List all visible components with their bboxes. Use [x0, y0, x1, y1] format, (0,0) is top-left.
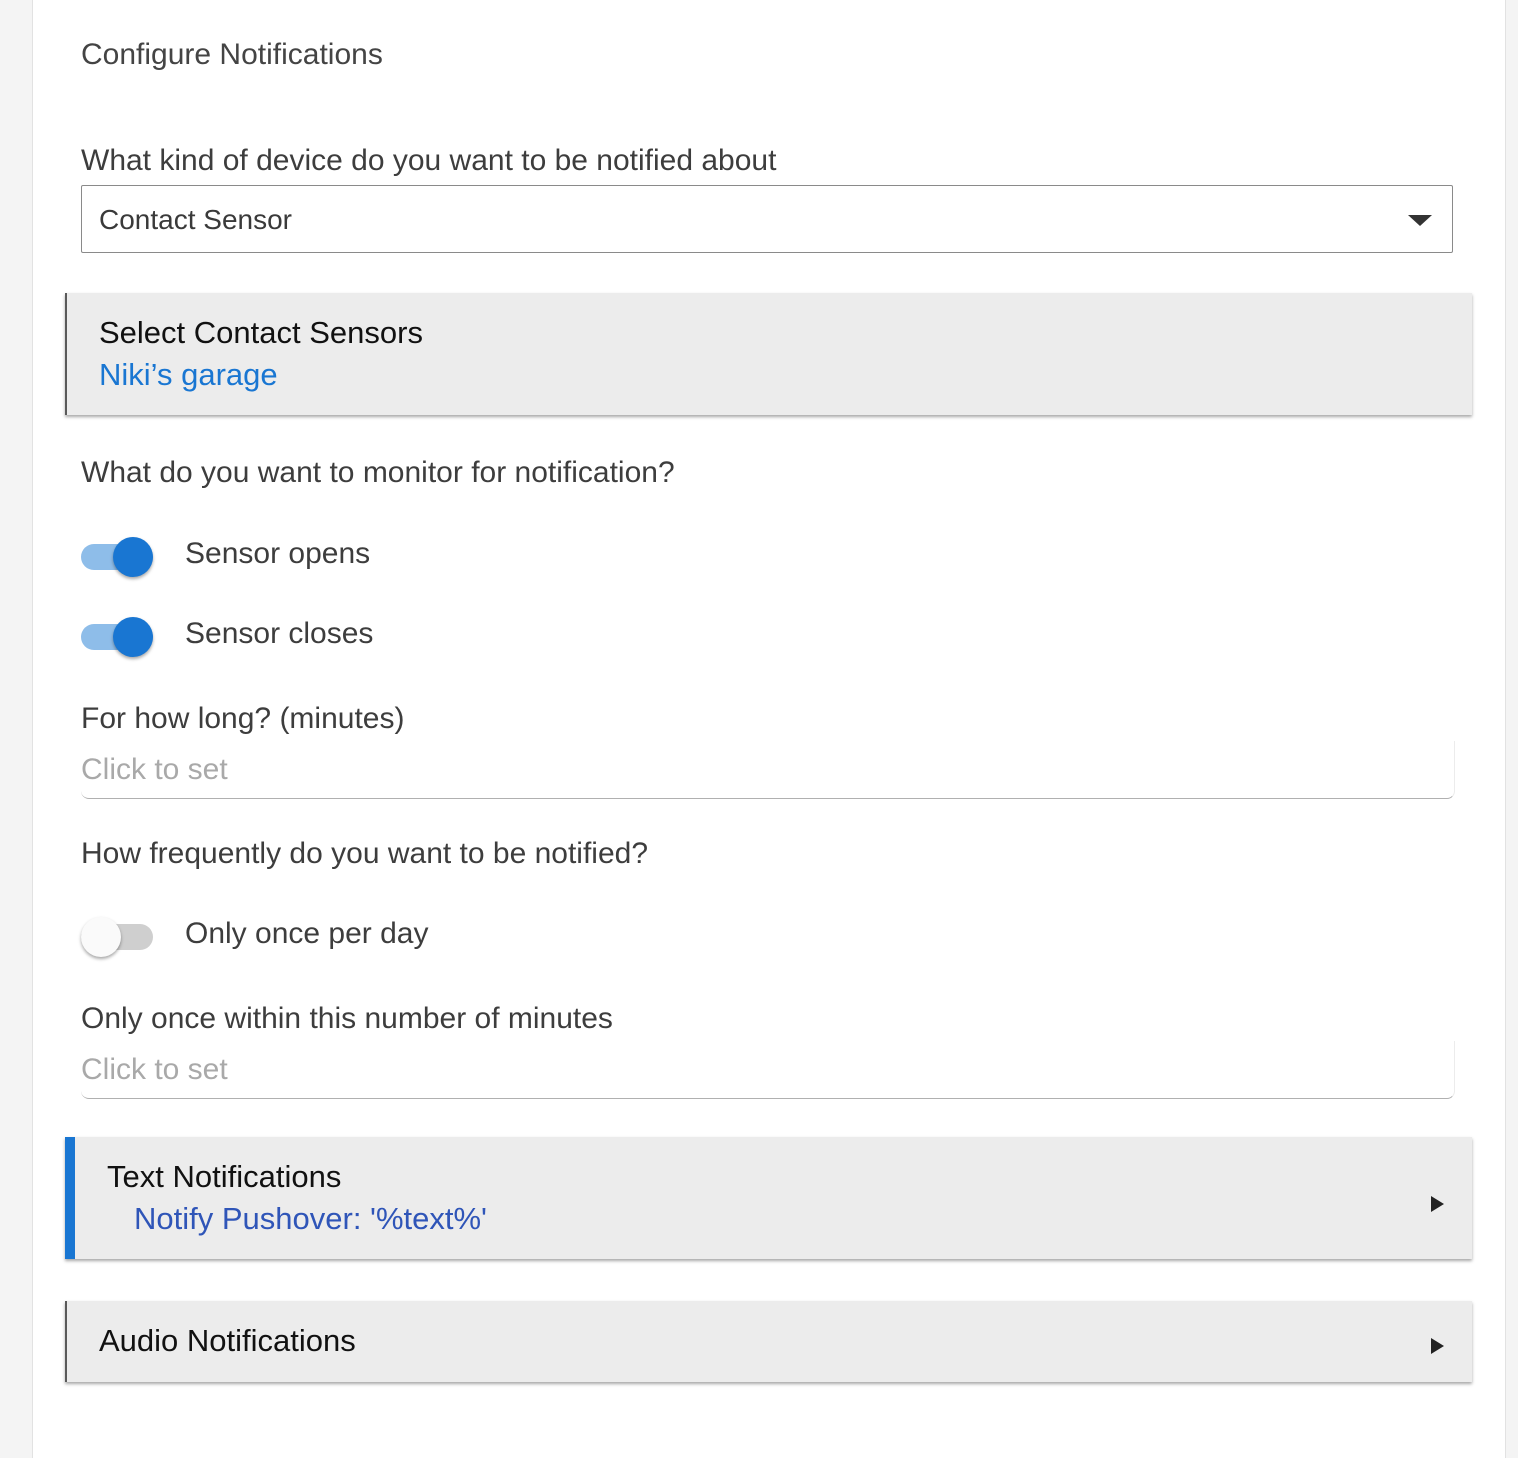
text-notifications-card[interactable]	[65, 1137, 1472, 1259]
frequency-label: How frequently do you want to be notified?	[81, 837, 649, 870]
text-notifications-title: Text Notifications	[107, 1159, 342, 1194]
chevron-down-icon	[1408, 215, 1432, 226]
select-sensors-card[interactable]	[65, 293, 1472, 415]
audio-notifications-title: Audio Notifications	[99, 1323, 356, 1358]
select-sensors-title: Select Contact Sensors	[99, 315, 423, 350]
selected-sensor-value: Niki’s garage	[99, 357, 278, 392]
toggle-knob	[113, 537, 153, 577]
text-notifications-summary: Notify Pushover: '%text%'	[134, 1201, 487, 1236]
duration-input[interactable]	[81, 741, 1455, 799]
expand-arrow-icon	[1431, 1338, 1444, 1354]
sensor-closes-toggle[interactable]	[81, 616, 153, 656]
toggle-knob	[81, 917, 121, 957]
duration-placeholder: Click to set	[81, 753, 228, 786]
within-minutes-placeholder: Click to set	[81, 1053, 228, 1086]
toggle-knob	[113, 617, 153, 657]
monitor-label: What do you want to monitor for notification?	[81, 456, 675, 489]
once-per-day-label: Only once per day	[185, 917, 429, 950]
audio-notifications-card[interactable]	[65, 1301, 1472, 1382]
page-title: Configure Notifications	[81, 38, 383, 71]
expand-arrow-icon	[1431, 1196, 1444, 1212]
device-type-label: What kind of device do you want to be notified about	[81, 144, 777, 177]
duration-label: For how long? (minutes)	[81, 702, 405, 735]
sensor-closes-label: Sensor closes	[185, 617, 374, 650]
device-type-select[interactable]	[81, 185, 1453, 253]
within-minutes-input[interactable]	[81, 1041, 1455, 1099]
once-per-day-toggle[interactable]	[81, 916, 153, 956]
app-page	[32, 0, 1506, 1458]
sensor-opens-label: Sensor opens	[185, 537, 371, 570]
within-minutes-label: Only once within this number of minutes	[81, 1002, 613, 1035]
sensor-opens-toggle[interactable]	[81, 536, 153, 576]
device-type-selected-value: Contact Sensor	[99, 204, 292, 235]
